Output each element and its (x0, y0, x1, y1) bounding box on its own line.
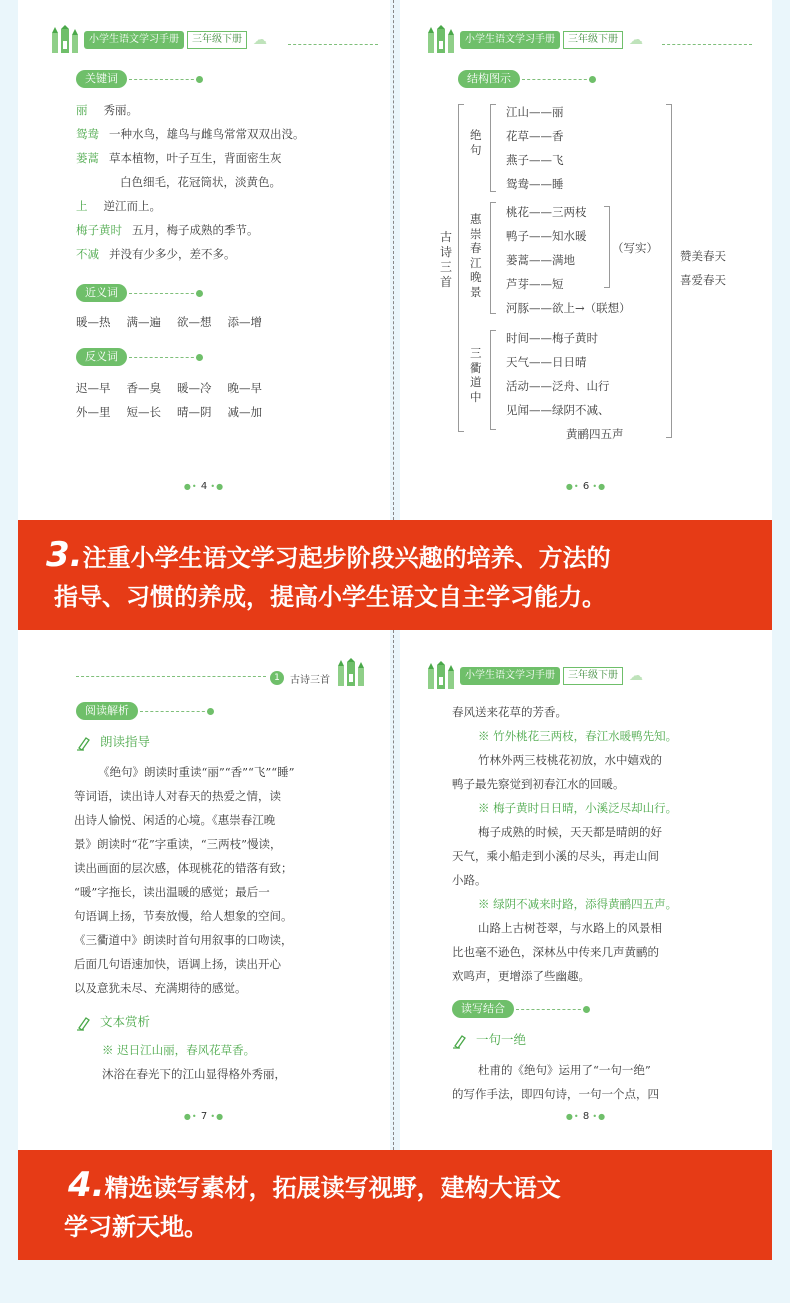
section-keywords (76, 70, 199, 88)
tag-tail (140, 711, 210, 712)
page-number-value: 7 (200, 1111, 208, 1122)
pen-icon (76, 735, 92, 751)
poem3-label: 三衢道中 (470, 346, 482, 404)
word-pair: 欲—想 (177, 315, 212, 329)
word-pair: 晴—阴 (177, 405, 212, 419)
keyword-term: 丽 (76, 103, 88, 117)
keyword-row (76, 246, 236, 262)
poem3-item: 时间——梅子黄时 (506, 331, 598, 345)
page-header (48, 28, 267, 52)
page-number: ●• 4 •● (183, 481, 225, 492)
poem-quote: ※ 绿阴不减来时路，添得黄鹂四五声。 (478, 897, 678, 911)
pen-icon (452, 1033, 468, 1049)
body-line: 景》朗读时“花”字重读，“三两枝”慢读， (74, 837, 282, 851)
body-line: 杜甫的《绝句》运用了“一句一绝” (478, 1063, 651, 1077)
reading-analysis-tag: 阅读解析 (76, 702, 138, 720)
tag-tail (516, 1009, 586, 1010)
keyword-def: 草本植物，叶子互生，背面密生灰 (109, 151, 282, 165)
page-header (424, 28, 643, 52)
root-brace (458, 104, 464, 432)
banner-text: 精选读写素材，拓展读写视野，建构大语文 (104, 1174, 561, 1202)
word-pair: 减—加 (227, 405, 262, 419)
keyword-def-continued: 白色细毛，花冠筒状，淡黄色。 (120, 175, 281, 189)
poem3-item: 见闻——绿阴不减、 (506, 403, 610, 417)
subheading-text: 一句一绝 (475, 1032, 526, 1047)
keyword-term: 蒌蒿 (76, 151, 99, 165)
section-antonyms (76, 348, 199, 366)
castle-logo-icon (334, 658, 370, 688)
word-pair: 添—增 (227, 315, 262, 329)
body-line: 梅子成熟的时候，天天都是晴朗的好 (478, 825, 662, 839)
poem2-item: 河豚——欲上→（联想） (506, 301, 631, 315)
antonyms-row (76, 380, 262, 396)
page-gutter (393, 0, 397, 520)
page-6 (400, 0, 772, 520)
poem-quote: ※ 梅子黄时日日晴，小溪泛尽却山行。 (478, 801, 678, 815)
body-line: 后面几句语速加快，语调上扬，读出开心 (74, 957, 281, 971)
word-pair: 短—长 (126, 405, 161, 419)
keyword-row (76, 102, 138, 118)
handbook-title: 小学生语文学习手册 (84, 31, 184, 49)
cloud-icon: ☁ (629, 668, 643, 684)
realistic-label: （写实） (612, 241, 658, 255)
keyword-term: 梅子黄时 (76, 223, 122, 237)
synonyms-tag: 近义词 (76, 284, 127, 302)
handbook-title: 小学生语文学习手册 (460, 31, 560, 49)
castle-logo-icon (424, 25, 460, 55)
banner-number: 3. (46, 535, 83, 575)
theme-love: 喜爱春天 (680, 273, 726, 287)
castle-logo-icon (48, 25, 84, 55)
section-reading-analysis (76, 702, 210, 720)
poem2-item: 蒌蒿——满地 (506, 253, 575, 267)
page-header (424, 664, 643, 688)
banner-line-1 (46, 535, 611, 575)
cloud-icon: ☁ (253, 32, 267, 48)
banner-line-1 (68, 1165, 561, 1205)
keyword-term: 不减 (76, 247, 99, 261)
subheading-text: 朗读指导 (99, 734, 150, 749)
body-line: 小路。 (452, 873, 487, 887)
poem2-item: 鸭子——知水暖 (506, 229, 587, 243)
page-4 (18, 0, 390, 520)
page-number-value: 6 (582, 481, 590, 492)
banner-line-2: 学习新天地。 (64, 1213, 208, 1241)
tag-tail (129, 357, 199, 358)
grade-label: 三年级下册 (187, 31, 247, 49)
poem1-item: 江山——丽 (506, 105, 564, 119)
body-line: 欢鸣声，更增添了些幽趣。 (452, 969, 590, 983)
grade-label: 三年级下册 (563, 31, 623, 49)
keyword-row (76, 126, 305, 142)
word-pair: 香—臭 (126, 381, 161, 395)
castle-logo-icon (424, 661, 460, 691)
poem3-brace (490, 330, 496, 430)
word-pair: 晚—早 (227, 381, 262, 395)
keyword-def: 一种水鸟，雄鸟与雌鸟常常双双出没。 (109, 127, 305, 141)
page-number: ●• 6 •● (565, 481, 607, 492)
synonyms-row (76, 314, 262, 330)
grade-label: 三年级下册 (563, 667, 623, 685)
keyword-row (76, 150, 282, 166)
root-label: 古诗三首 (440, 230, 453, 289)
poem1-item: 花草——香 (506, 129, 564, 143)
structure-tag: 结构图示 (458, 70, 520, 88)
body-line: 沐浴在春光下的江山显得格外秀丽， (102, 1067, 286, 1081)
realistic-brace (604, 206, 610, 288)
chapter-title: 古诗三首 (290, 674, 330, 686)
poem1-brace (490, 104, 496, 192)
banner-text: 注重小学生语文学习起步阶段兴趣的培养、方法的 (82, 544, 611, 572)
keyword-term: 鸳鸯 (76, 127, 99, 141)
word-pair: 暖—冷 (177, 381, 212, 395)
poem2-brace (490, 202, 496, 314)
pen-icon (76, 1015, 92, 1031)
body-line: 《绝句》朗读时重读“丽”“香”“飞”“睡” (98, 765, 295, 779)
body-line: 春风送来花草的芳香。 (452, 705, 567, 719)
page-gutter (393, 630, 397, 1150)
body-line: “暖”字拖长，读出温暖的感觉；最后一 (74, 885, 270, 899)
poem2-item: 芦芽——短 (506, 277, 564, 291)
body-line: 竹林外两三枝桃花初放，水中嬉戏的 (478, 753, 662, 767)
keyword-def: 秀丽。 (103, 103, 138, 117)
feature-banner-3 (18, 520, 772, 630)
subheading-text: 文本赏析 (99, 1014, 150, 1029)
read-write-tag: 读写结合 (452, 1000, 514, 1018)
poem-quote: ※ 迟日江山丽，春风花草香。 (102, 1043, 256, 1057)
poem1-label: 绝句 (470, 128, 482, 157)
chapter-header (270, 666, 370, 690)
tag-tail (522, 79, 592, 80)
cloud-icon: ☁ (629, 32, 643, 48)
body-line: 天气，乘小船走到小溪的尽头，再走山间 (452, 849, 659, 863)
keyword-term: 上 (76, 199, 88, 213)
keyword-row (76, 198, 161, 214)
body-line: 以及意犹未尽、充满期待的感觉。 (74, 981, 247, 995)
section-structure (458, 70, 592, 88)
page-number-value: 4 (200, 481, 208, 492)
page-7 (18, 630, 390, 1150)
word-pair: 外—里 (76, 405, 111, 419)
keyword-def: 并没有少多少，差不多。 (109, 247, 236, 261)
word-pair: 暖—热 (76, 315, 111, 329)
feature-banner-4 (18, 1150, 772, 1260)
antonyms-tag: 反义词 (76, 348, 127, 366)
poem1-item: 鸳鸯——睡 (506, 177, 564, 191)
body-line: 鸭子最先察觉到初春江水的回暖。 (452, 777, 625, 791)
banner-number: 4. (68, 1165, 105, 1205)
section-read-write (452, 1000, 586, 1018)
body-line: 等词语，读出诗人对春天的热爱之情，读 (74, 789, 281, 803)
banner-line-2: 指导、习惯的养成，提高小学生语文自主学习能力。 (54, 583, 606, 611)
header-divider (662, 44, 752, 45)
handbook-title: 小学生语文学习手册 (460, 667, 560, 685)
page-8 (400, 630, 772, 1150)
keyword-def: 逆江而上。 (103, 199, 161, 213)
subheading-one-line (452, 1032, 526, 1049)
poem2-label: 惠崇春江晚景 (470, 212, 482, 299)
header-divider (288, 44, 378, 45)
tag-tail (129, 79, 199, 80)
page-number: ●• 7 •● (183, 1111, 225, 1122)
keyword-def: 五月，梅子成熟的季节。 (132, 223, 259, 237)
tag-tail (129, 293, 199, 294)
chapter-number-badge: 1 (270, 671, 284, 685)
poem-quote: ※ 竹外桃花三两枝，春江水暖鸭先知。 (478, 729, 678, 743)
poem1-item: 燕子——飞 (506, 153, 564, 167)
antonyms-row (76, 404, 262, 420)
subheading-reading-guide (76, 734, 150, 751)
keywords-tag: 关键词 (76, 70, 127, 88)
word-pair: 迟—早 (76, 381, 111, 395)
page-number-value: 8 (582, 1111, 590, 1122)
theme-praise: 赞美春天 (680, 249, 726, 263)
word-pair: 满—遍 (126, 315, 161, 329)
body-line: 的写作手法，即四句诗，一句一个点，四 (452, 1087, 659, 1101)
section-synonyms (76, 284, 199, 302)
body-line: 山路上古树苍翠，与水路上的风景相 (478, 921, 662, 935)
poem3-item: 活动——泛舟、山行 (506, 379, 610, 393)
poem3-item: 黄鹂四五声 (566, 427, 624, 441)
page-number: ●• 8 •● (565, 1111, 607, 1122)
body-line: 读出画面的层次感，体现桃花的错落有致； (74, 861, 293, 875)
body-line: 句语调上扬，节奏放慢，给人想象的空间。 (74, 909, 293, 923)
theme-brace (666, 104, 672, 438)
body-line: 出诗人愉悦、闲适的心境。《惠崇春江晚 (74, 813, 276, 827)
subheading-text-appreciation (76, 1014, 150, 1031)
header-divider (76, 676, 266, 677)
body-line: 《三衢道中》朗读时首句用叙事的口吻读， (74, 933, 293, 947)
poem2-item: 桃花——三两枝 (506, 205, 587, 219)
body-line: 比也毫不逊色，深林丛中传来几声黄鹂的 (452, 945, 659, 959)
keyword-row (76, 222, 259, 238)
poem3-item: 天气——日日晴 (506, 355, 587, 369)
